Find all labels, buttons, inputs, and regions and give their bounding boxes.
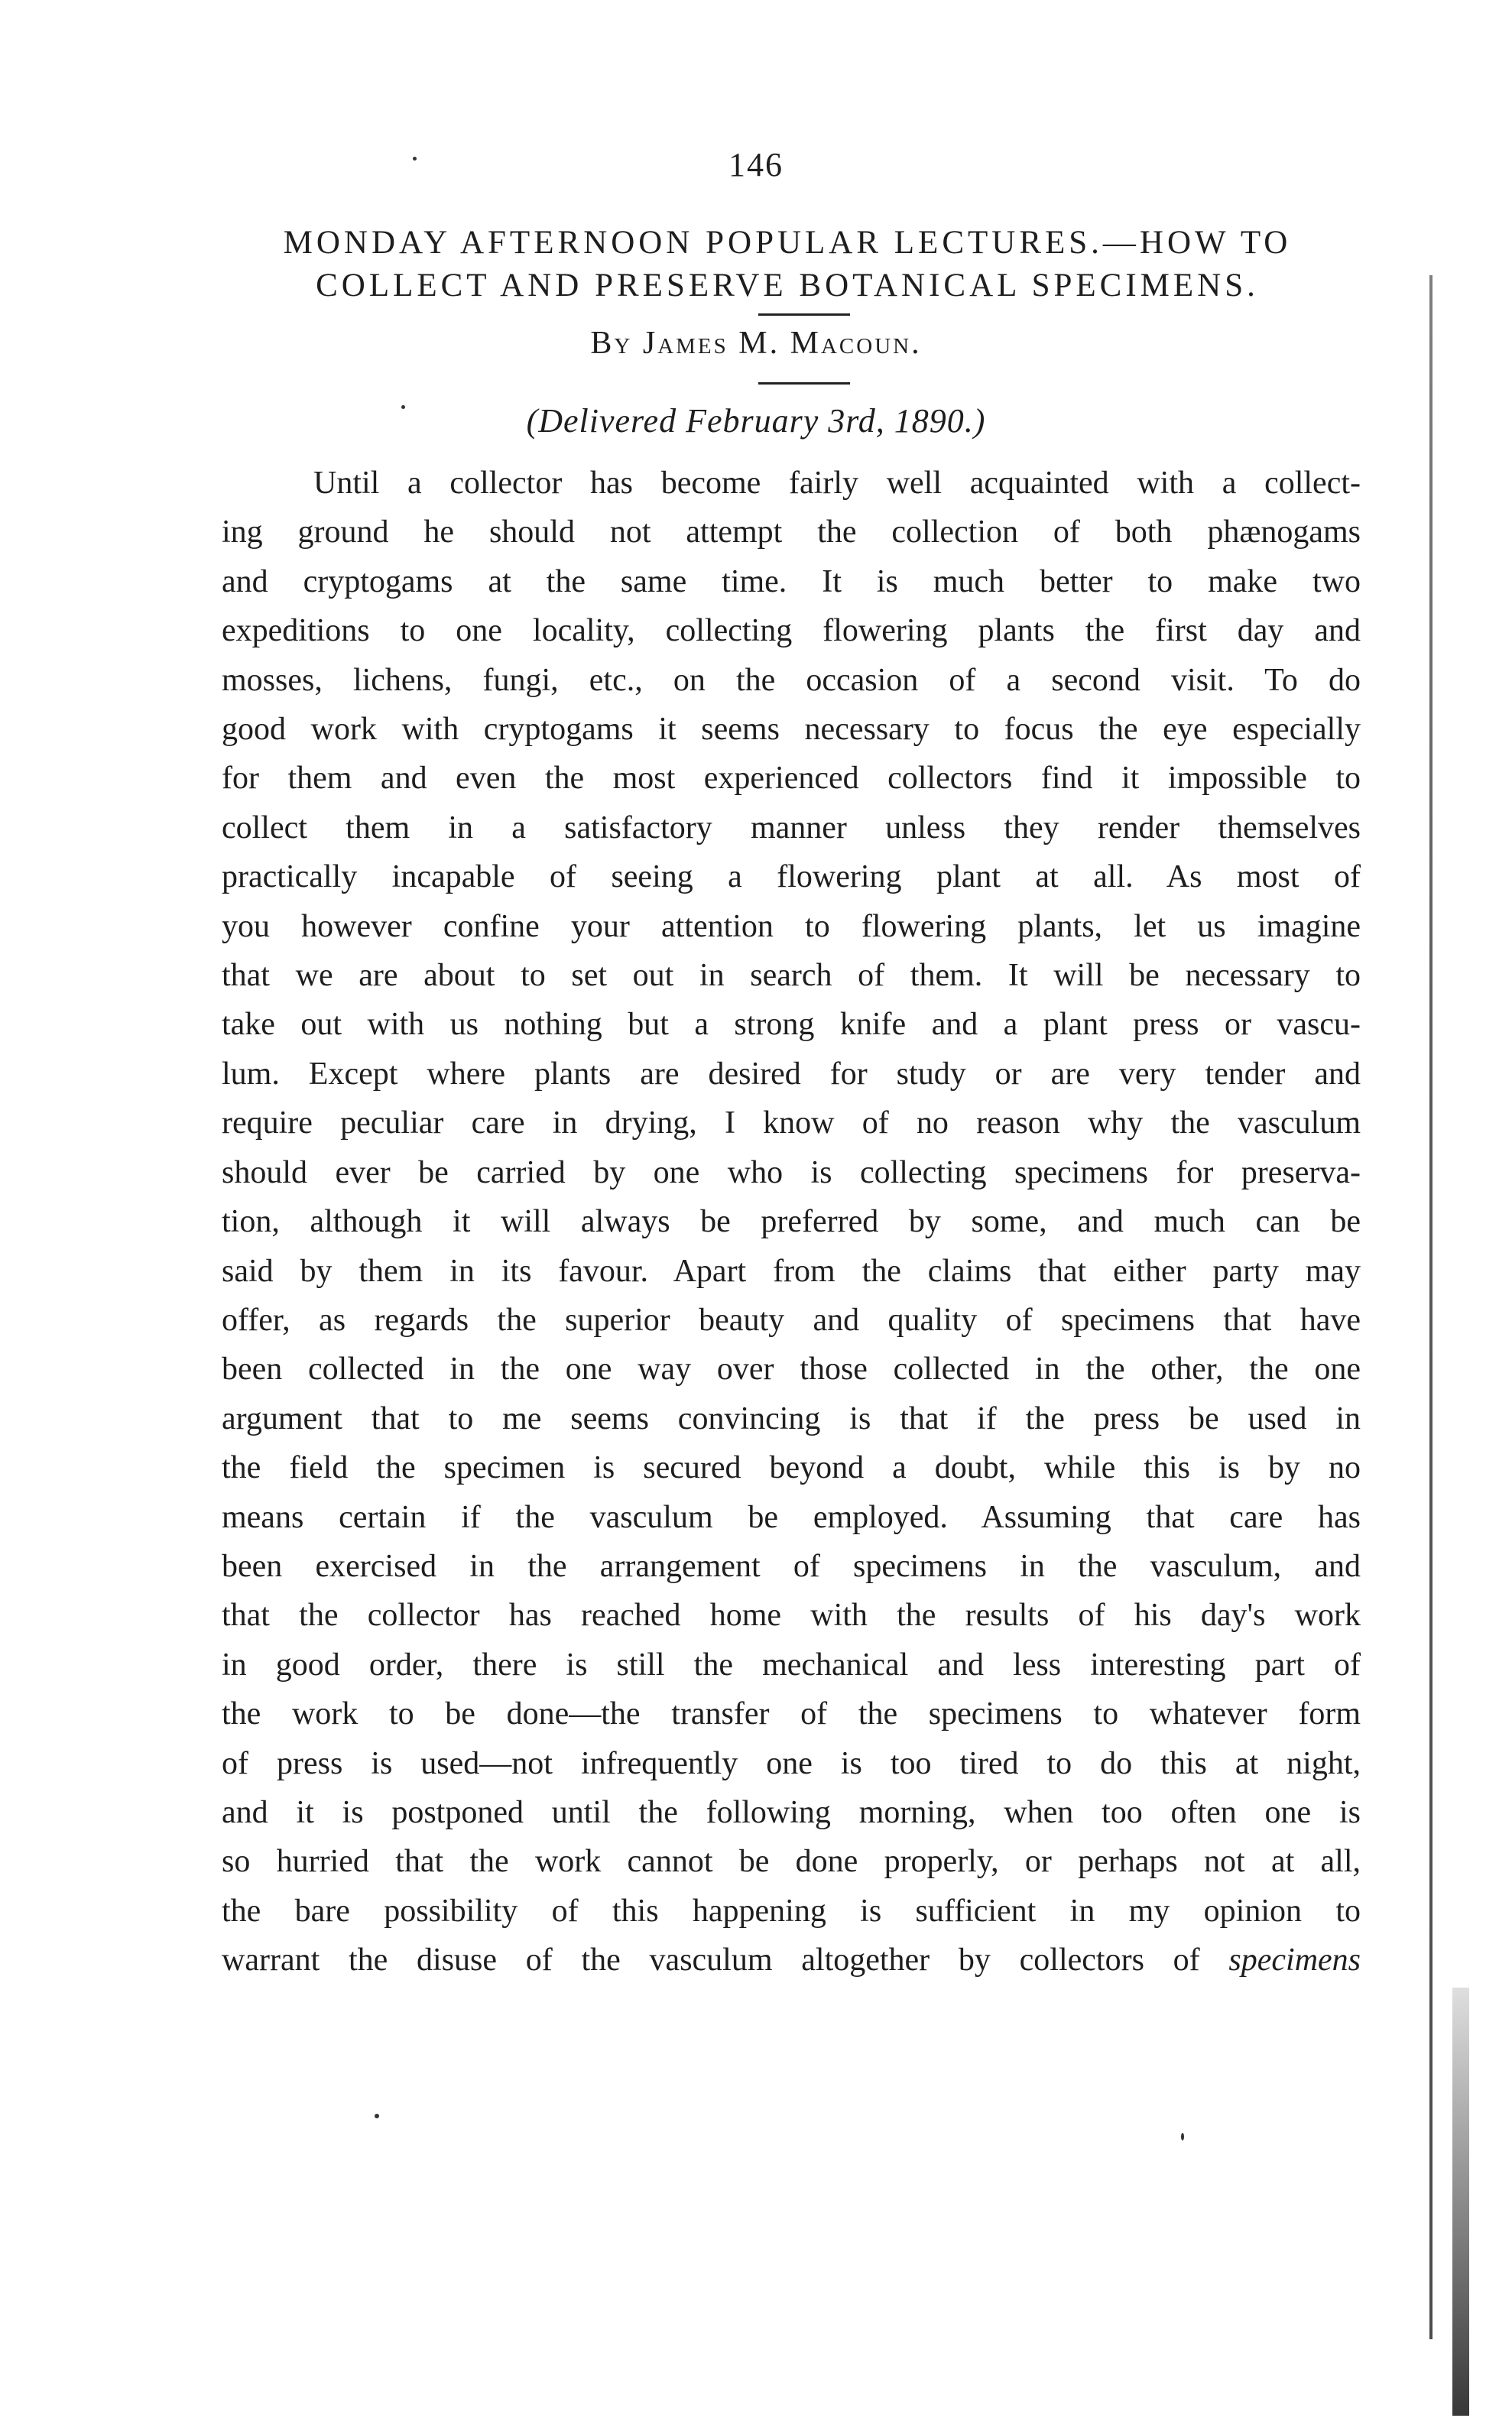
- text-line: that the collector has reached home with the results of his day's work: [222, 1598, 1361, 1634]
- delivery-date: (Delivered February 3rd, 1890.): [526, 402, 986, 440]
- text-line: expeditions to one locality, collecting flowering plants the first day and: [222, 613, 1361, 649]
- byline-rule: [758, 382, 850, 385]
- scan-edge-shadow: [1452, 1988, 1469, 2416]
- body-text: [222, 459, 1361, 1985]
- scan-speck: [1181, 2133, 1184, 2140]
- title-line-1: MONDAY AFTERNOON POPULAR LECTURES.—HOW TO: [283, 225, 1292, 261]
- text-line: that we are about to set out in search of them. It will be necessary to: [222, 958, 1361, 994]
- text-line: ing ground he should not attempt the collection of both phænogams: [222, 514, 1361, 550]
- text-line: good work with cryptogams it seems necessary to focus the eye especially: [222, 712, 1361, 748]
- page-number: 146: [728, 146, 784, 183]
- scan-speck: [413, 157, 417, 161]
- title-rule: [758, 313, 850, 316]
- text-line: for them and even the most experienced collectors find it impossible to: [222, 761, 1361, 797]
- text-line: offer, as regards the superior beauty and quality of specimens that have: [222, 1302, 1361, 1338]
- text-line: Until a collector has become fairly well acquainted with a collect-: [313, 466, 1361, 501]
- scan-speck: [375, 2114, 379, 2118]
- scan-edge-line: [1429, 275, 1433, 2339]
- text-line: should ever be carried by one who is collecting specimens for preserva-: [222, 1154, 1361, 1190]
- text-line: and cryptogams at the same time. It is much better to make two: [222, 563, 1361, 599]
- text-line: the bare possibility of this happening is sufficient in my opinion to: [222, 1893, 1361, 1929]
- text-line: mosses, lichens, fungi, etc., on the occasion of a second visit. To do: [222, 662, 1361, 698]
- text-line: take out with us nothing but a strong knife and a plant press or vascu-: [222, 1007, 1361, 1043]
- text-line: and it is postponed until the following morning, when too often one is: [222, 1794, 1361, 1830]
- text-line: practically incapable of seeing a flowering plant at all. As most of: [222, 859, 1361, 895]
- last-line-end: specimens: [1228, 1943, 1361, 1978]
- text-line: the work to be done—the transfer of the specimens to whatever form: [222, 1696, 1361, 1732]
- text-line: so hurried that the work cannot be done properly, or perhaps not at all,: [222, 1844, 1361, 1880]
- text-line: the field the specimen is secured beyond a doubt, while this is by no: [222, 1450, 1361, 1486]
- text-line: said by them in its favour. Apart from the claims that either party may: [222, 1253, 1361, 1289]
- text-line: of press is used—not infrequently one is too tired to do this at night,: [222, 1745, 1361, 1781]
- text-line: argument that to me seems convincing is that if the press be used in: [222, 1400, 1361, 1436]
- article-title: [191, 222, 1384, 307]
- byline: By James M. Macoun.: [590, 326, 922, 361]
- title-line-2: COLLECT AND PRESERVE BOTANICAL SPECIMENS.: [316, 268, 1259, 303]
- text-line: tion, although it will always be preferred by some, and much can be: [222, 1204, 1361, 1240]
- text-line: been exercised in the arrangement of specimens in the vasculum, and: [222, 1548, 1361, 1584]
- scan-speck: [401, 405, 405, 409]
- text-line: been collected in the one way over those collected in the other, the one: [222, 1352, 1361, 1388]
- last-line-start: warrant the disuse of the vasculum altogether by collectors of: [222, 1943, 1200, 1978]
- text-line-last: [222, 1936, 1361, 1985]
- text-line: collect them in a satisfactory manner unless they render themselves: [222, 810, 1361, 845]
- text-line: require peculiar care in drying, I know of no reason why the vasculum: [222, 1105, 1361, 1141]
- text-line: you however confine your attention to flowering plants, let us imagine: [222, 908, 1361, 944]
- text-line: means certain if the vasculum be employed. Assuming that care has: [222, 1499, 1361, 1535]
- text-line: lum. Except where plants are desired for study or are very tender and: [222, 1056, 1361, 1092]
- text-line: in good order, there is still the mechanical and less interesting part of: [222, 1647, 1361, 1683]
